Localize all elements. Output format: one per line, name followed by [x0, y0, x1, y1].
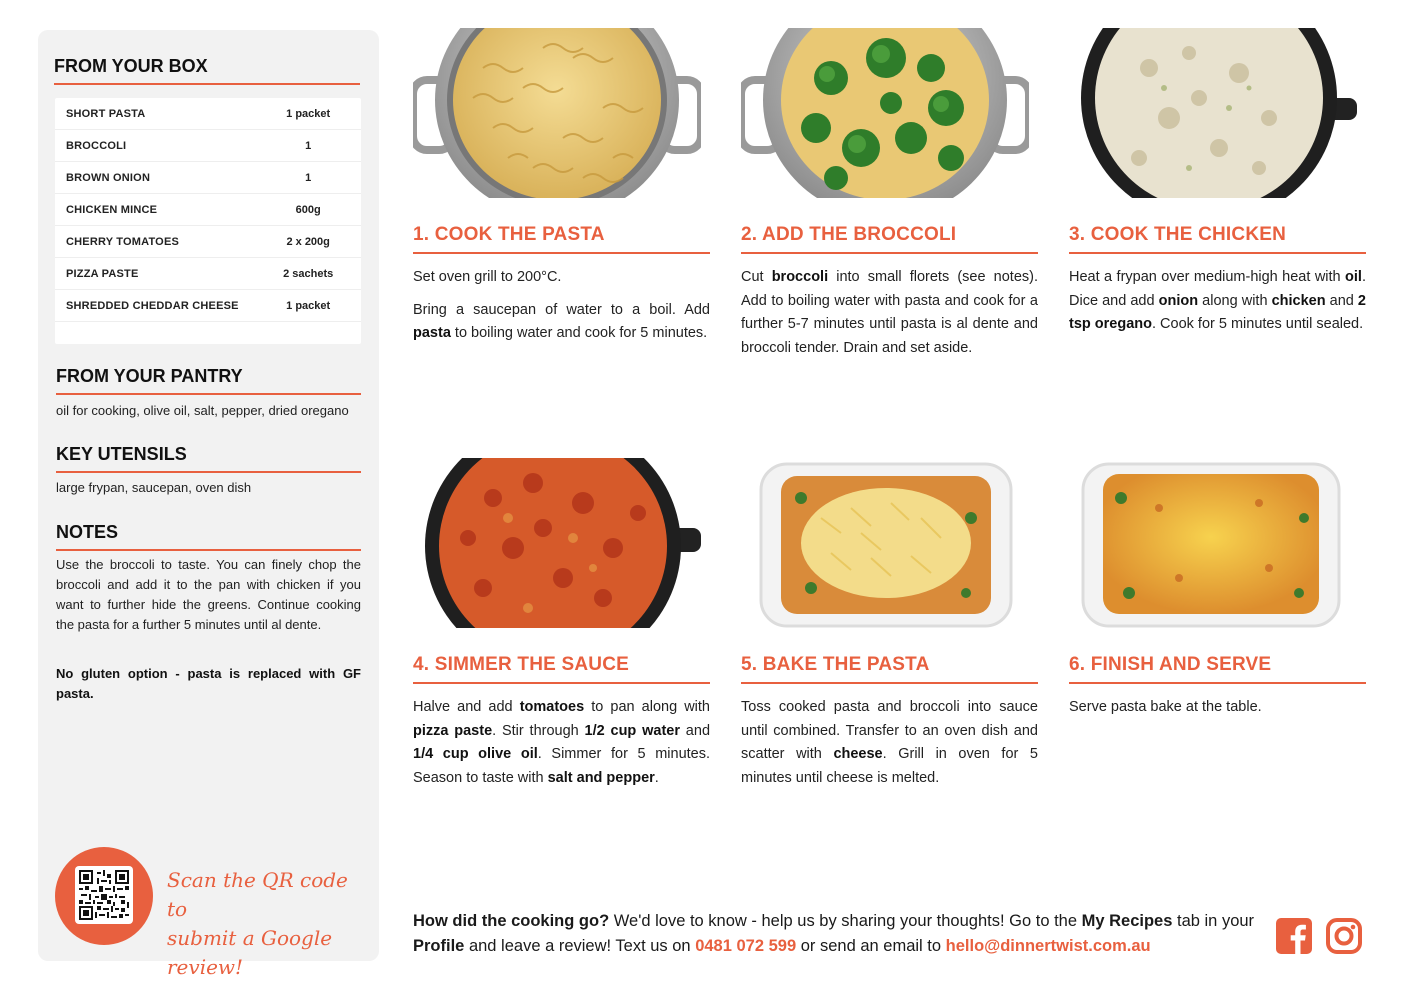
my-recipes-link[interactable]: My Recipes: [1081, 912, 1173, 930]
ingredient-qty: 1 packet: [286, 299, 331, 312]
step-5-photo: [741, 458, 1029, 628]
step-6-title: 6. FINISH AND SERVE: [1069, 654, 1366, 684]
from-your-pantry-heading: FROM YOUR PANTRY: [56, 366, 361, 395]
ingredient-qty: 2 sachets: [283, 267, 334, 280]
ingredient-qty: 600g: [295, 203, 321, 216]
table-row: [55, 162, 361, 194]
ingredient-qty: 1: [305, 139, 312, 152]
table-row: [55, 258, 361, 290]
step-2-title: 2. ADD THE BROCCOLI: [741, 224, 1038, 254]
ingredients-panel: [38, 30, 379, 979]
step-1-instructions: [413, 266, 710, 355]
pantry-text: oil for cooking, olive oil, salt, pepper, dried oregano: [56, 403, 349, 418]
facebook-icon[interactable]: [1276, 918, 1312, 954]
step-3-para-1: Heat a frypan over medium-high heat with oil. Dice and add onion along with chicken and 2 tsp oregano. Cook for 5 minutes until sealed.: [1069, 269, 1366, 332]
step-2-instructions: [741, 266, 1038, 369]
qr-caption-line2: submit a Google review!: [167, 926, 333, 979]
instagram-icon[interactable]: [1326, 918, 1362, 954]
key-utensils-heading: KEY UTENSILS: [56, 444, 361, 473]
utensils-text: large frypan, saucepan, oven dish: [56, 480, 252, 495]
notes-heading: NOTES: [56, 522, 361, 551]
step-1-para-1: Set oven grill to 200°C.: [413, 269, 562, 285]
ingredients-table: [55, 98, 361, 344]
step-5-instructions: [741, 696, 1038, 799]
ingredient-qty: 1 packet: [286, 107, 331, 120]
step-2-para-1: Cut broccoli into small florets (see notes). Add to boiling water with pasta and cook for a further 5-7 minutes until pasta is al dente and broccoli tender. Drain and set aside.: [741, 269, 1038, 356]
feedback-question: How did the cooking go?: [413, 912, 610, 930]
from-your-box-heading: FROM YOUR BOX: [54, 56, 360, 85]
table-row: [55, 194, 361, 226]
table-row: [55, 98, 361, 130]
email-link[interactable]: hello@dinnertwist.com.au: [945, 937, 1151, 955]
step-2-photo: [741, 28, 1029, 198]
step-6-para-1: Serve pasta bake at the table.: [1069, 699, 1262, 715]
notes-text: Use the broccoli to taste. You can finely chop the broccoli and add it to the pan with chicken if you want to further hide the greens. Continue cooking the pasta for a further 5 minutes until al dente.: [56, 557, 361, 632]
step-6-photo: [1069, 458, 1357, 628]
step-4-instructions: [413, 696, 710, 799]
qr-badge: [55, 847, 153, 945]
ingredient-qty: 2 x 200g: [286, 235, 330, 248]
table-row: [55, 130, 361, 162]
ingredient-name: PIZZA PASTE: [66, 267, 139, 280]
step-1-title: 1. COOK THE PASTA: [413, 224, 710, 254]
notes-gluten-free: No gluten option - pasta is replaced with GF pasta.: [56, 666, 361, 701]
ingredient-name: BROCCOLI: [66, 139, 127, 152]
step-4-photo: [413, 458, 701, 628]
qr-caption: [167, 866, 367, 982]
step-5-para-1: Toss cooked pasta and broccoli into sauce until combined. Transfer to an oven dish and scatter with cheese. Grill in oven for 5 minutes until cheese is melted.: [741, 699, 1038, 786]
step-4-title: 4. SIMMER THE SAUCE: [413, 654, 710, 684]
table-row: [55, 226, 361, 258]
ingredient-name: CHERRY TOMATOES: [66, 235, 180, 248]
step-5-title: 5. BAKE THE PASTA: [741, 654, 1038, 684]
ingredient-name: CHICKEN MINCE: [66, 203, 158, 216]
phone-link[interactable]: 0481 072 599: [695, 937, 797, 955]
ingredient-name: BROWN ONION: [66, 171, 151, 184]
ingredient-name: SHREDDED CHEDDAR CHEESE: [66, 299, 239, 312]
step-4-para-1: Halve and add tomatoes to pan along with pizza paste. Stir through 1/2 cup water and 1/4 cup olive oil. Simmer for 5 minutes. Season to taste with salt and pepper.: [413, 699, 711, 786]
ingredient-name: SHORT PASTA: [66, 107, 146, 120]
step-3-title: 3. COOK THE CHICKEN: [1069, 224, 1366, 254]
table-row: [55, 290, 361, 322]
step-1-para-2: Bring a saucepan of water to a boil. Add pasta to boiling water and cook for 5 minutes.: [413, 301, 710, 341]
step-3-instructions: [1069, 266, 1366, 346]
qr-caption-line1: Scan the QR code to: [167, 868, 348, 921]
qr-code-icon[interactable]: [75, 866, 133, 924]
ingredient-qty: 1: [305, 171, 312, 184]
step-6-instructions: [1069, 696, 1366, 729]
step-1-photo: [413, 28, 701, 198]
profile-link[interactable]: Profile: [413, 937, 465, 955]
step-3-photo: [1069, 28, 1357, 198]
feedback-footer: How did the cooking go? We'd love to know - help us by sharing your thoughts! Go to the My Recipes tab in your Profile and leave a review! Text us on 0481 072 599 or send an email to hello@dinnertwist.com.au: [413, 912, 1255, 955]
